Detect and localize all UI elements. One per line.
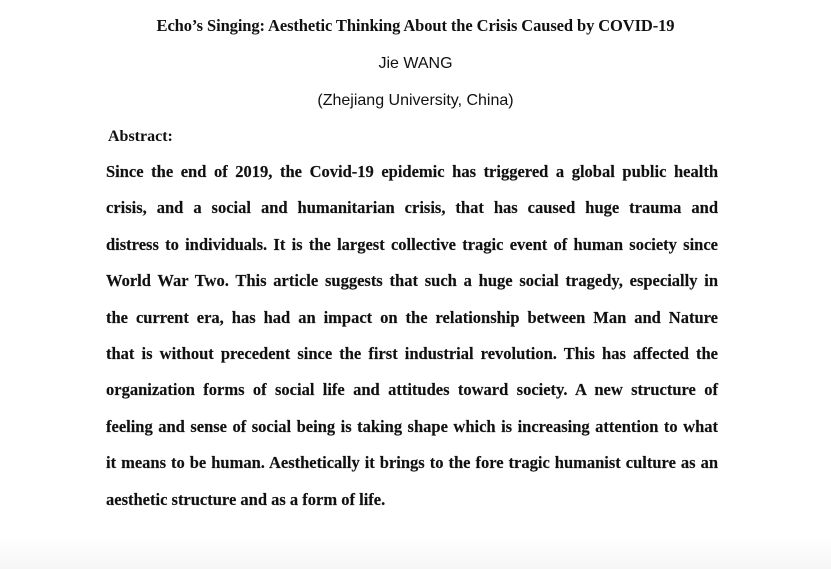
abstract-line: organization forms of social life and attitudes toward society. A new structure of	[106, 380, 718, 400]
abstract-line: it means to be human. Aesthetically it brings to the fore tragic humanist culture as an	[106, 453, 718, 473]
author-affiliation: (Zhejiang University, China)	[317, 92, 514, 109]
paper-title: Echo’s Singing: Aesthetic Thinking About the Crisis Caused by COVID-19	[156, 16, 675, 35]
abstract-line: World War Two. This article suggests that such a huge social tragedy, especially in	[106, 271, 718, 291]
abstract-line: that is without precedent since the first industrial revolution. This has affected the	[106, 343, 718, 363]
abstract-line: Since the end of 2019, the Covid-19 epidemic has triggered a global public health	[106, 162, 718, 181]
abstract-line: aesthetic structure and as a form of life.	[106, 489, 386, 509]
abstract-body	[106, 159, 718, 523]
author-name: Jie WANG	[378, 55, 453, 72]
abstract-line: distress to individuals. It is the largest collective tragic event of human society since	[106, 234, 718, 254]
abstract-line: feeling and sense of social being is taking shape which is increasing attention to what	[106, 416, 718, 436]
abstract-line: crisis, and a social and humanitarian crisis, that has caused huge trauma and	[106, 198, 718, 218]
page-bottom-shade	[0, 535, 831, 569]
abstract-line: the current era, has had an impact on the relationship between Man and Nature	[106, 307, 718, 327]
abstract-heading: Abstract:	[108, 128, 173, 145]
